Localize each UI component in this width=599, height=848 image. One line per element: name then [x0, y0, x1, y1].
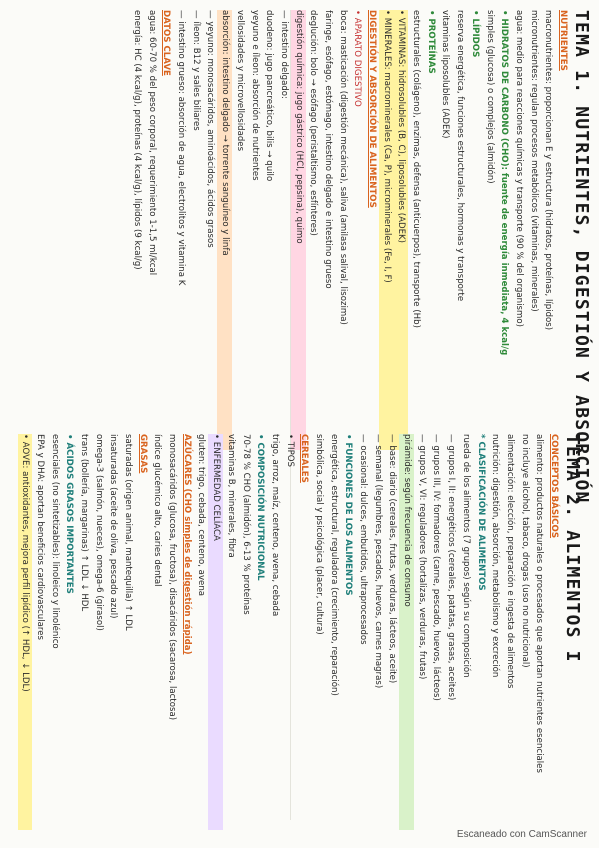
- note-line: 70-78 % CHO (almidón), 6-13 % proteínas: [240, 434, 251, 615]
- note-line: índice glucémico alto, caries dental: [152, 434, 163, 587]
- note-line: boca: masticación (digestión mecánica), saliva (amilasa salival, lisozima): [337, 10, 348, 325]
- note-line: — yeyuno: monosacáridos, aminoácidos, ácidos grasos: [205, 10, 216, 248]
- note-line: • TIPOS: [284, 434, 295, 467]
- note-line: • ÁCIDOS GRASOS IMPORTANTES: [64, 434, 75, 594]
- note-line: deglución: bolo → esófago (peristaltismo, esfínteres): [308, 10, 319, 236]
- note-line: alimento: productos naturales o procesados que aportan nutrientes esenciales: [534, 434, 545, 773]
- note-line: • PROTEÍNAS: [425, 10, 436, 74]
- note-line: digestión química: jugo gástrico (HCl, pepsina), quimo: [291, 10, 306, 450]
- note-line: omega-3 (salmón, nueces), omega-6 (girasol): [93, 434, 104, 631]
- note-line: DATOS CLAVE: [161, 10, 172, 76]
- note-line: estructurales (colágeno), enzimas, defensa (anticuerpos), transporte (Hb): [411, 10, 422, 328]
- note-line: simbólica, social y psicológica (placer, cultura): [314, 434, 324, 635]
- note-line: EPA y DHA: aportan beneficios cardiovasculares: [34, 434, 45, 640]
- note-line: vitaminas liposolubles (ADEK): [440, 10, 451, 139]
- note-line: — intestino grueso: absorción de agua, electrolitos y vitamina K: [176, 10, 187, 286]
- tema1-lines: [129, 10, 570, 450]
- note-line: trigo, arroz, maíz, centeno, avena, cebada: [269, 434, 280, 617]
- note-line: — grupos I, II: energéticos (cereales, patatas, grasas, aceites): [446, 434, 457, 701]
- note-line: — grupos III, IV: formadores (carne, pescado, huevos, lácteos): [431, 434, 442, 701]
- note-line: • MINERALES: macrominerales (Ca, P), microminerales (Fe, I, F): [379, 10, 394, 450]
- tema1-title: TEMA 1. NUTRIENTES, DIGESTIÓN Y ABSORCIÓN: [571, 10, 592, 504]
- note-line: DIGESTIÓN Y ABSORCIÓN DE ALIMENTOS: [367, 10, 378, 208]
- note-line: gluten: trigo, cebada, centeno, avena: [196, 434, 207, 597]
- note-line: energética, estructural, reguladora (crecimiento, reparación): [328, 434, 339, 696]
- note-line: esenciales (no sintetizables): linoleico y linolénico: [49, 434, 60, 649]
- note-line: trans (bollería, margarinas) ↑ LDL ↓ HDL: [79, 434, 89, 612]
- note-line: insaturadas (aceite de oliva, pescado azul): [108, 434, 119, 619]
- note-line: • AOVE: antioxidantes, mejora perfil lipídico (↑ HDL, ↓ LDL): [18, 434, 33, 830]
- tema2-title: TEMA 2. ALIMENTOS I: [562, 434, 583, 663]
- note-line: simples (glucosa) o complejos (almidón): [484, 10, 495, 184]
- note-line: micronutrientes: regulan procesos metabólicos (vitaminas, minerales): [528, 10, 539, 312]
- note-line: — base: diario (cereales, frutas, verduras, lácteos, aceite): [387, 434, 398, 684]
- note-line: macronutrientes: proporcionan E y estructura (hidratos, proteínas, lípidos): [543, 10, 554, 331]
- note-line: NUTRIENTES: [558, 10, 568, 71]
- note-line: absorción: intestino delgado → torrente sanguíneo y linfa: [218, 10, 233, 450]
- note-line: CEREALES: [299, 434, 310, 483]
- scanner-watermark: Escaneado con CamScanner: [456, 829, 587, 840]
- note-line: agua: 60-70 % del peso corporal, requerimiento 1-1,5 ml/kcal: [146, 10, 157, 276]
- note-line: — semanal (legumbres, pescados, huevos, carnes magras): [372, 434, 383, 689]
- note-line: faringe, esófago, estómago, intestino delgado e intestino grueso: [323, 10, 333, 289]
- note-line: alimentación: elección, preparación e ingesta de alimentos: [504, 434, 515, 689]
- note-line: AZÚCARES (CHO simples de digestión rápida): [181, 434, 192, 655]
- note-line: GRASAS: [137, 434, 148, 474]
- note-line: rueda de los alimentos (7 grupos) según su composición: [460, 434, 471, 678]
- note-line: — íleon: B12 y sales biliares: [190, 10, 201, 131]
- note-line: • LÍPIDOS: [469, 10, 480, 58]
- note-line: • ENFERMEDAD CELÍACA: [209, 434, 224, 830]
- note-line: reserva energética, funciones estructurales, hormonas y transporte: [455, 10, 466, 302]
- note-line: pirámide: según frecuencia de consumo: [399, 434, 414, 830]
- note-line: • FUNCIONES DE LOS ALIMENTOS: [343, 434, 354, 596]
- note-line: no incluye alcohol, tabaco, drogas (uso no nutricional): [519, 434, 530, 668]
- note-line: vellosidades y microvellosidades: [234, 10, 245, 152]
- tema2-lines: [18, 434, 561, 830]
- note-line: — grupos V, VI: reguladores (hortalizas, verduras, frutas): [416, 434, 427, 680]
- note-line: yeyuno e íleon: absorción de nutrientes: [249, 10, 260, 181]
- note-line: saturadas (origen animal, mantequilla) ↑ LDL: [123, 434, 134, 631]
- note-line: • HIDRATOS DE CARBONO (CHO): fuente de energía inmediata, 4 kcal/g: [499, 10, 510, 356]
- tema2-notes-block: [18, 434, 583, 830]
- note-line: • APARATO DIGESTIVO: [352, 10, 363, 107]
- note-line: CONCEPTOS BÁSICOS: [549, 434, 559, 539]
- note-line: nutrición: digestión, absorción, metabolismo y excreción: [490, 434, 501, 678]
- note-line: monosacáridos (glucosa, fructosa), disacáridos (sacarosa, lactosa): [167, 434, 178, 721]
- note-line: * CLASIFICACIÓN DE ALIMENTOS: [475, 434, 486, 591]
- note-line: energía: HC (4 kcal/g), proteínas (4 kcal/g), lípidos (9 kcal/g): [132, 10, 143, 270]
- note-line: agua: medio para reacciones químicas y transporte (90 % del organismo): [513, 10, 524, 327]
- note-line: — intestino delgado:: [278, 10, 289, 99]
- note-line: — ocasional: dulces, embutidos, ultraprocesados: [358, 434, 369, 645]
- note-line: • COMPOSICIÓN NUTRICIONAL: [255, 434, 266, 581]
- note-line: • VITAMINAS: hidrosolubles (B, C), liposolubles (ADEK): [394, 10, 409, 450]
- note-line: vitaminas B, minerales, fibra: [225, 434, 236, 558]
- note-line: duodeno: jugo pancreático, bilis → quilo: [264, 10, 275, 182]
